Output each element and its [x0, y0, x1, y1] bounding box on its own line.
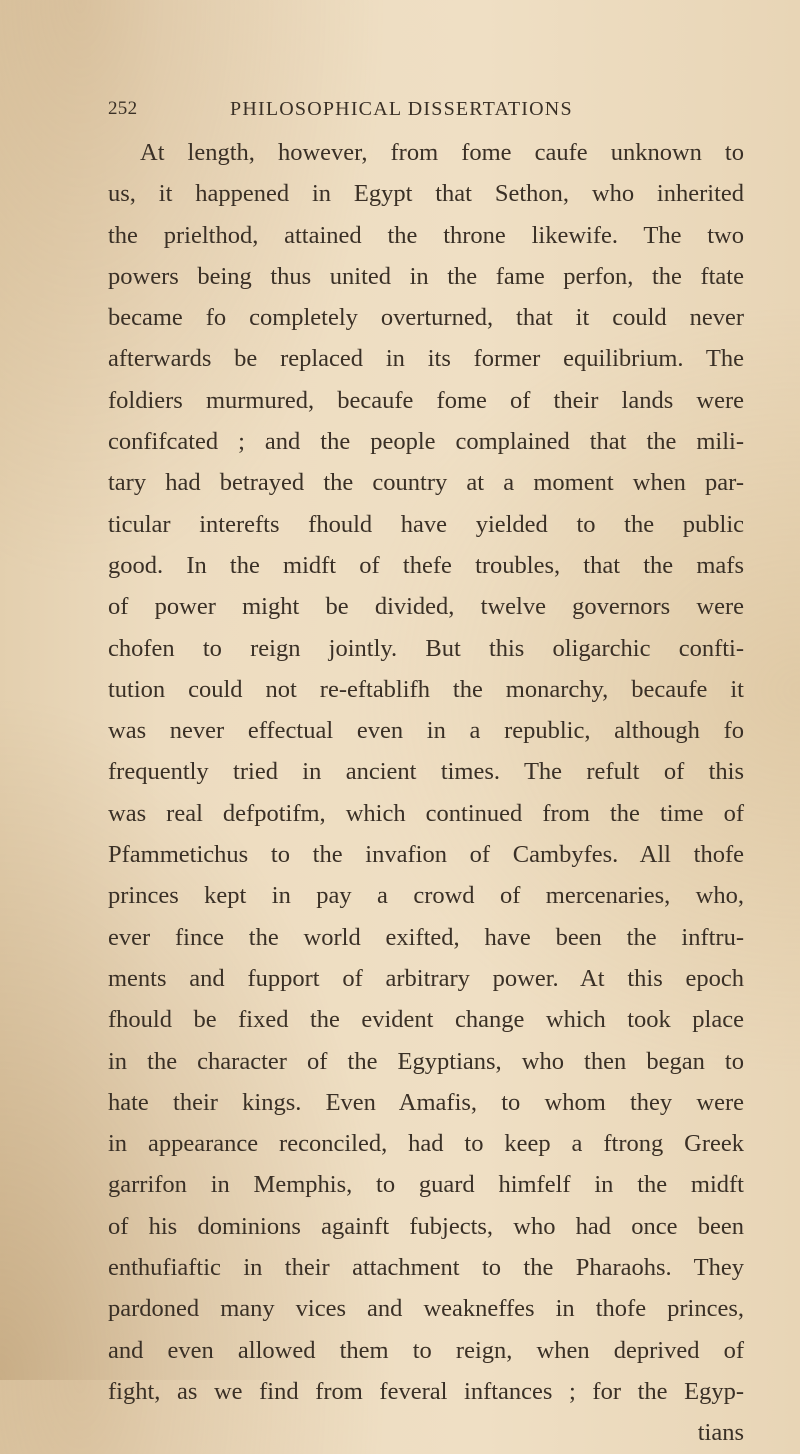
text-line: tution could not re-eftablifh the monarchy, becaufe it — [108, 675, 744, 703]
text-line: the prielthod, attained the throne likewife. The two — [108, 221, 744, 249]
text-line: was real defpotifm, which continued from the time of — [108, 799, 744, 827]
running-title: PHILOSOPHICAL DISSERTATIONS — [230, 98, 573, 120]
text-line: us, it happened in Egypt that Sethon, who inherited — [108, 180, 744, 208]
text-line: princes kept in pay a crowd of mercenaries, who, — [108, 882, 744, 910]
body-text — [108, 132, 744, 1454]
text-line: fhould be fixed the evident change which took place — [108, 1006, 744, 1034]
text-line: was never effectual even in a republic, although fo — [108, 717, 744, 745]
text-line: pardoned many vices and weakneffes in thofe princes, — [108, 1295, 744, 1323]
page-number: 252 — [108, 98, 138, 119]
text-line: and even allowed them to reign, when deprived of — [108, 1336, 744, 1364]
catchword: tians — [697, 1419, 744, 1447]
text-line: in the character of the Egyptians, who then began to — [108, 1047, 744, 1075]
text-line: powers being thus united in the fame perfon, the ftate — [108, 262, 744, 290]
text-line: hate their kings. Even Amafis, to whom they were — [108, 1088, 744, 1116]
text-line: enthufiaftic in their attachment to the Pharaohs. They — [108, 1254, 744, 1282]
text-line: fight, as we find from feveral inftances ; for the Egyp- — [108, 1377, 744, 1405]
text-line: of power might be divided, twelve governors were — [108, 593, 744, 621]
text-line: foldiers murmured, becaufe fome of their lands were — [108, 386, 744, 414]
text-line: became fo completely overturned, that it could never — [108, 304, 744, 332]
text-line: ments and fupport of arbitrary power. At this epoch — [108, 964, 744, 992]
text-line: Pfammetichus to the invafion of Cambyfes. All thofe — [108, 841, 744, 869]
text-line: garrifon in Memphis, to guard himfelf in the midft — [108, 1171, 744, 1199]
running-head — [108, 98, 748, 128]
text-line: ticular interefts fhould have yielded to the public — [108, 510, 744, 538]
text-line: in appearance reconciled, had to keep a ftrong Greek — [108, 1130, 744, 1158]
text-line: of his dominions againft fubjects, who had once been — [108, 1212, 744, 1240]
text-line: good. In the midft of thefe troubles, that the mafs — [108, 551, 744, 579]
text-line: chofen to reign jointly. But this oligarchic confti- — [108, 634, 744, 662]
text-line: ever fince the world exifted, have been the inftru- — [108, 923, 744, 951]
text-line: frequently tried in ancient times. The refult of this — [108, 758, 744, 786]
text-line: afterwards be replaced in its former equilibrium. The — [108, 345, 744, 373]
text-line: confifcated ; and the people complained that the mili- — [108, 428, 744, 456]
text-line: tary had betrayed the country at a moment when par- — [108, 469, 744, 497]
text-line: At length, however, from fome caufe unknown to — [140, 139, 744, 166]
